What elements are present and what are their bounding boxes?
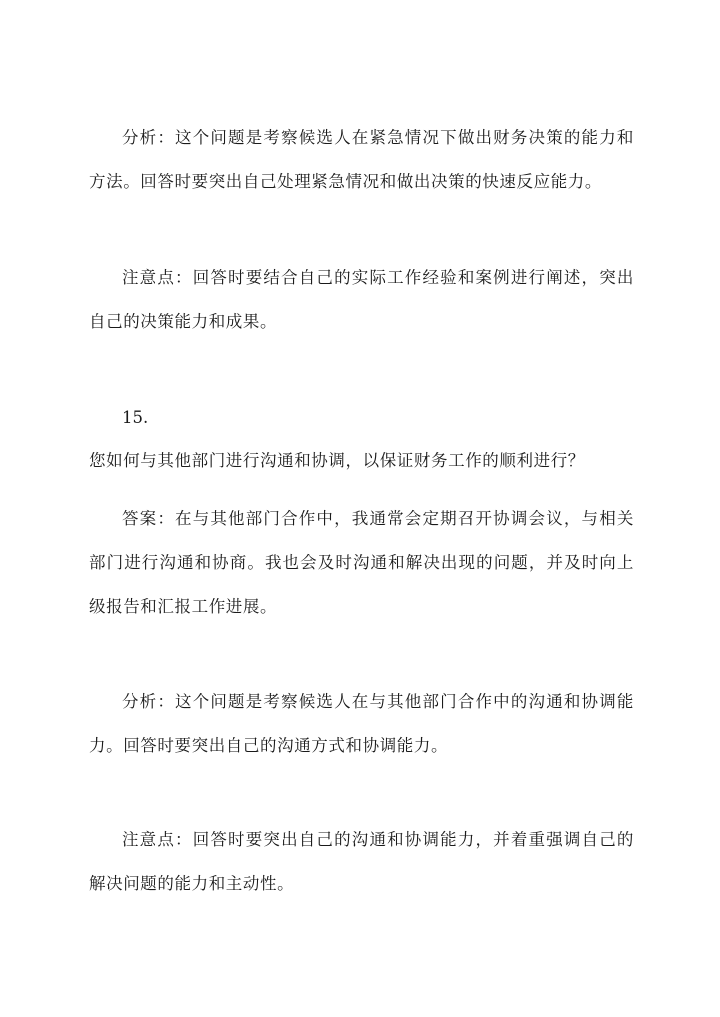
question-text: 您如何与其他部门进行沟通和协调，以保证财务工作的顺利进行？ — [89, 451, 585, 470]
answer-paragraph: 答案：在与其他部门合作中，我通常会定期召开协调会议，与相关部门进行沟通和协商。我也会及时沟通和解决出现的问题，并及时向上级报告和汇报工作进展。 — [89, 509, 634, 616]
analysis-paragraph: 分析：这个问题是考察候选人在与其他部门合作中的沟通和协调能力。回答时要突出自己的沟通方式和协调能力。 — [89, 692, 634, 755]
previous-notes-paragraph: 注意点：回答时要结合自己的实际工作经验和案例进行阐述，突出自己的决策能力和成果。 — [89, 268, 634, 331]
previous-analysis-paragraph: 分析：这个问题是考察候选人在紧急情况下做出财务决策的能力和方法。回答时要突出自己处理紧急情况和做出决策的快速反应能力。 — [89, 128, 634, 191]
question-number: 15. — [122, 408, 149, 427]
notes-paragraph: 注意点：回答时要突出自己的沟通和协调能力，并着重强调自己的解决问题的能力和主动性。 — [89, 830, 634, 893]
